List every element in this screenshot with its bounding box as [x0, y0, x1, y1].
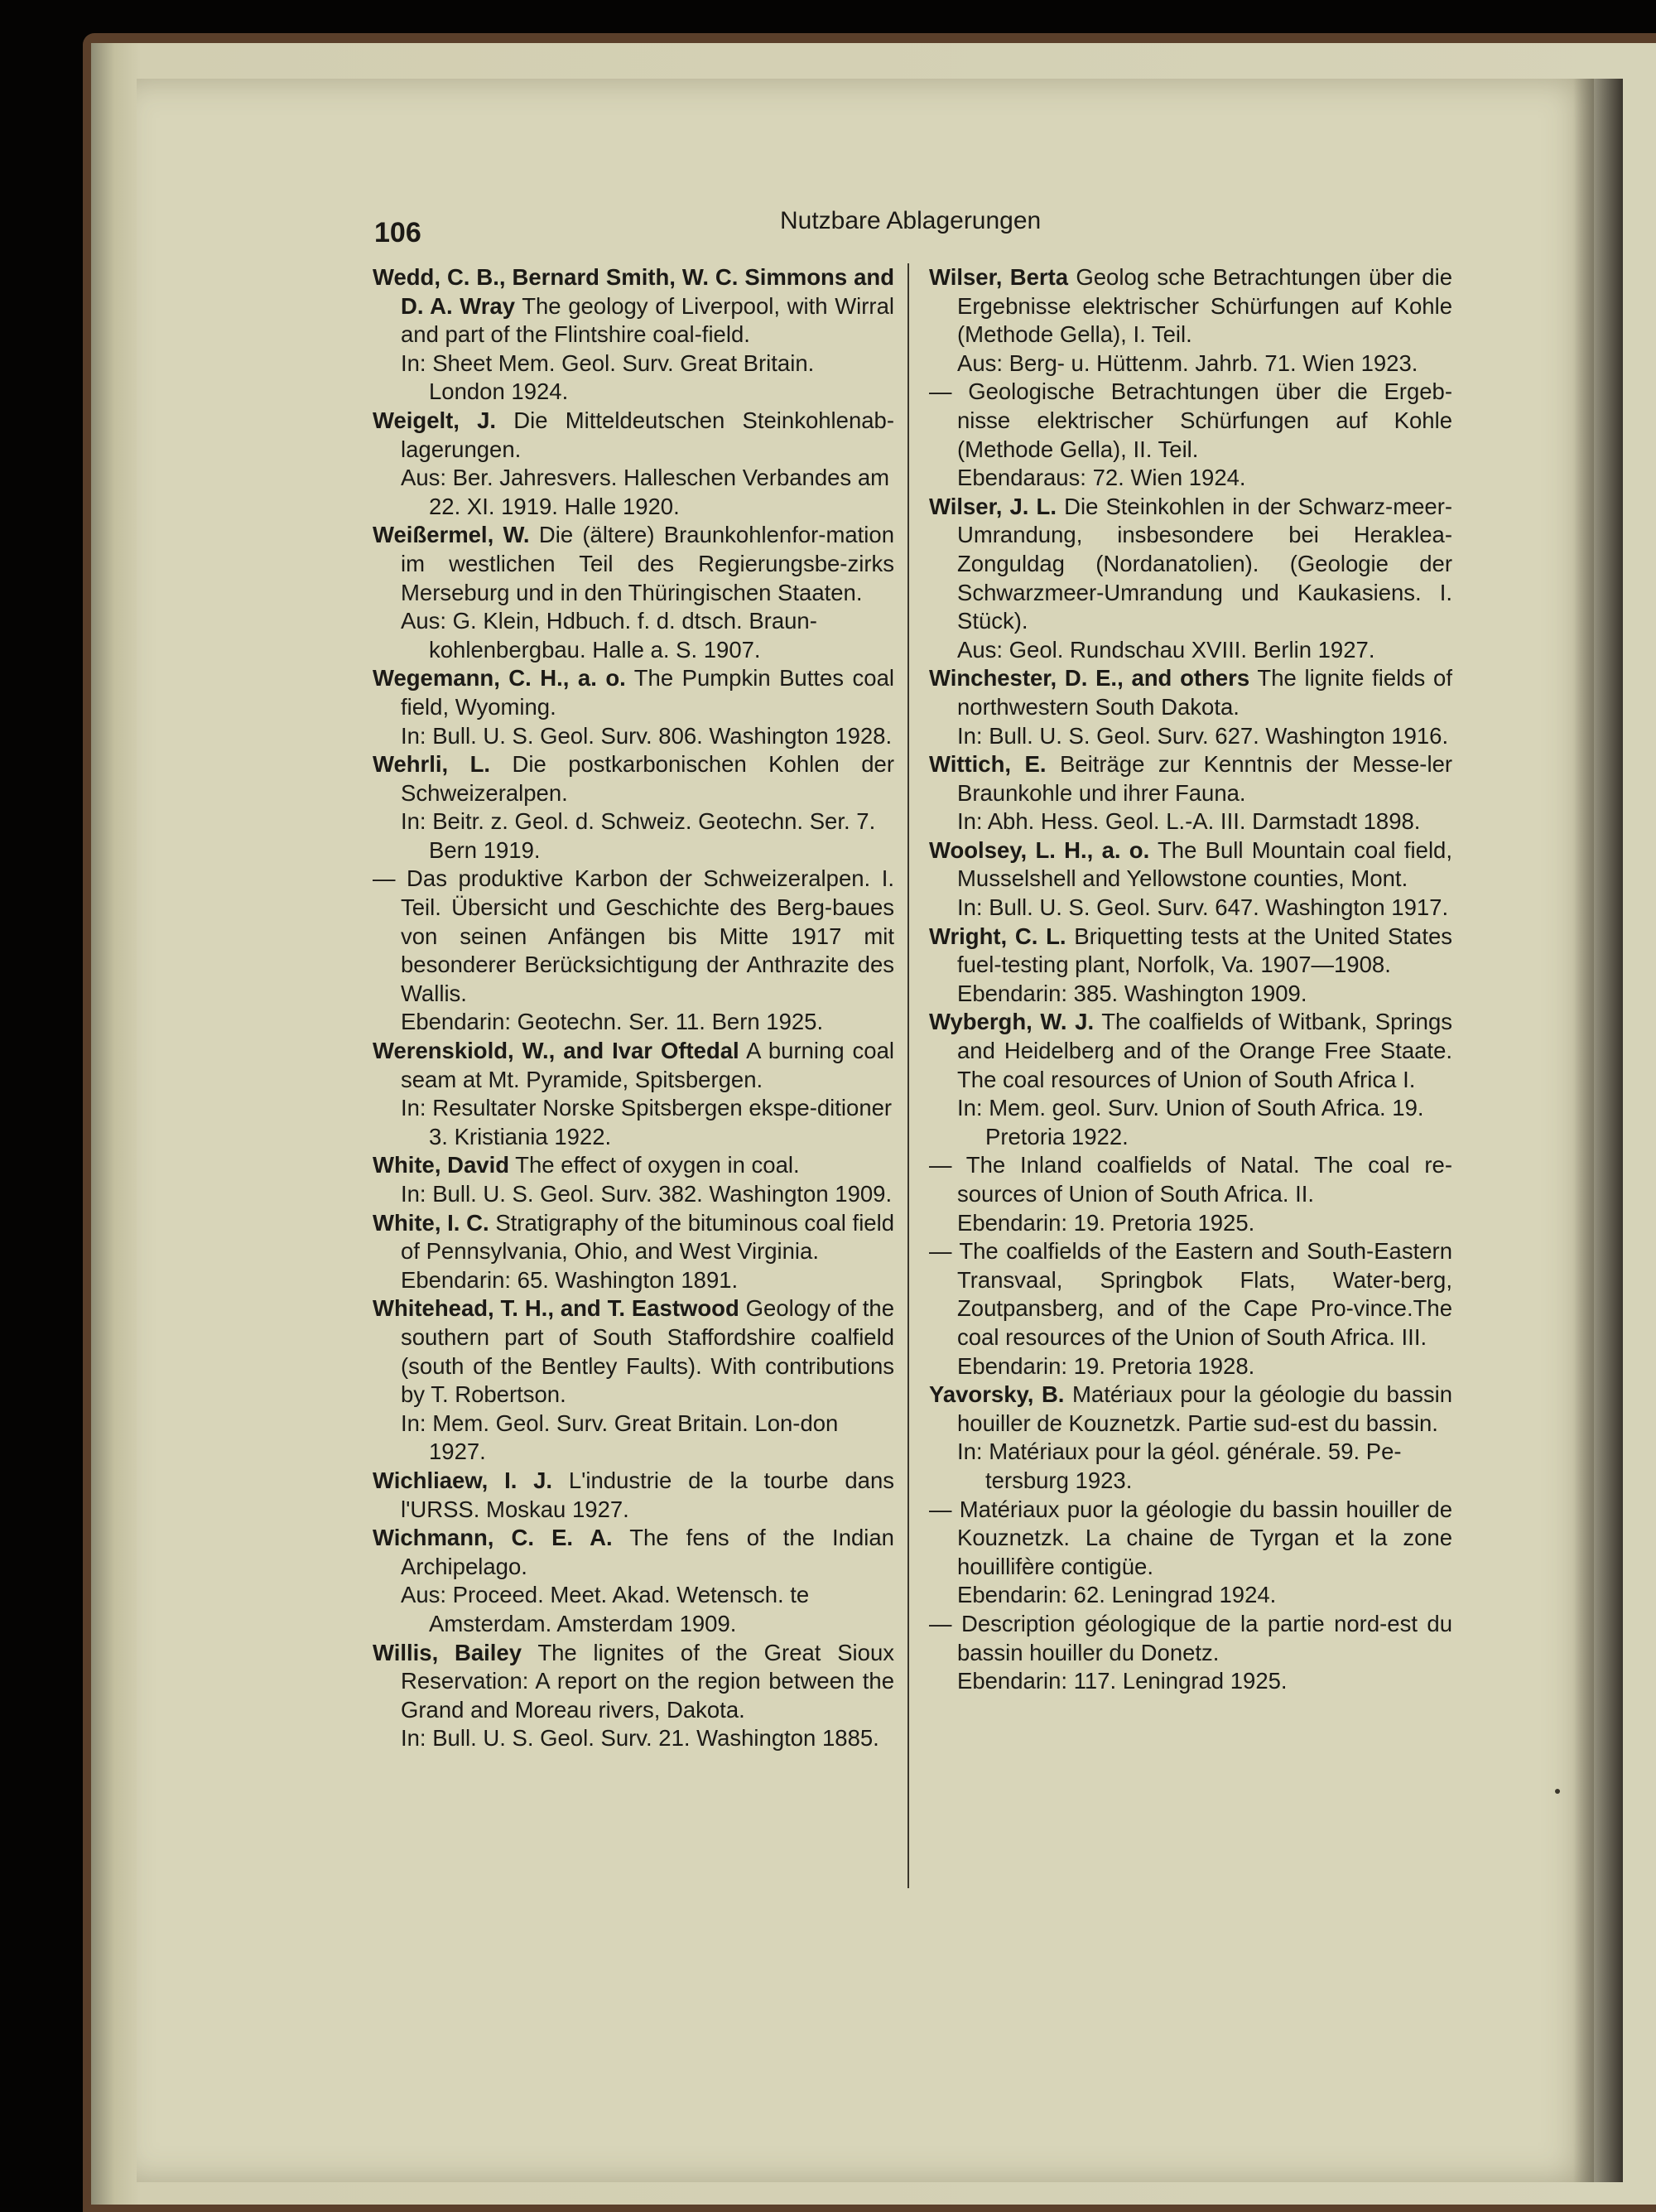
entry-title: Briquetting tests at the United States fuel-testing plant, Norfolk, Va. 1907—1908.	[957, 923, 1452, 978]
entry-author: Wilser, Berta	[929, 264, 1069, 290]
entry-title: The fens of the Indian Archipelago.	[401, 1525, 894, 1579]
bibliography-entry	[373, 1294, 894, 1467]
column-divider	[907, 263, 909, 1888]
entry-source: Aus: Berg- u. Hüttenm. Jahrb. 71. Wien 1923.	[957, 349, 1418, 376]
entry-source: In: Bull. U. S. Geol. Surv. 21. Washington 1885.	[401, 1725, 879, 1752]
right-column	[929, 263, 1452, 1696]
page-number: 106	[374, 217, 421, 248]
entry-source: Aus: Ber. Jahresvers. Halleschen Verbandes am 22. XI. 1919. Halle 1920.	[401, 465, 890, 519]
entry-author: Wegemann, C. H., a. o.	[373, 665, 626, 692]
entry-title: The Inland coalfields of Natal. The coal re-sources of Union of South Africa. II.	[957, 1152, 1452, 1207]
bibliography-entry	[373, 521, 894, 664]
entry-source: Ebendarin: Geotechn. Ser. 11. Bern 1925.	[401, 1009, 824, 1035]
entry-source: In: Bull. U. S. Geol. Surv. 382. Washington 1909.	[401, 1181, 893, 1207]
entry-title: The coalfields of the Eastern and South-Eastern Transvaal, Springbok Flats, Water-berg, Zoutpansberg, and of the Cape Pro-vince.The coal resources of the Union of South Africa. III.	[957, 1238, 1452, 1350]
entry-author-dash: —	[929, 1238, 952, 1265]
bibliography-entry	[373, 750, 894, 865]
bibliography-entry	[373, 1524, 894, 1638]
entry-source: In: Beitr. z. Geol. d. Schweiz. Geotechn. Ser. 7. Bern 1919.	[401, 808, 876, 863]
entry-title: Beiträge zur Kenntnis der Messe-ler Braunkohle und ihrer Fauna.	[957, 751, 1453, 806]
entry-title: Geolog sche Betrachtungen über die Ergebnisse elektrischer Schürfungen auf Kohle (Methode Gella), I. Teil.	[957, 264, 1453, 348]
bibliography-entry	[929, 750, 1452, 836]
entry-source: Ebendarin: 62. Leningrad 1924.	[957, 1582, 1277, 1608]
entry-author: Wybergh, W. J.	[929, 1009, 1095, 1035]
bibliography-entry	[929, 378, 1452, 492]
entry-source: Ebendarin: 19. Pretoria 1928.	[957, 1352, 1255, 1379]
entry-source: Ebendarin: 19. Pretoria 1925.	[957, 1209, 1255, 1236]
entry-title: The lignites of the Great Sioux Reservation: A report on the region between the Grand and Moreau rivers, Dakota.	[401, 1639, 894, 1723]
entry-title: Die postkarbonischen Kohlen der Schweizeralpen.	[401, 751, 894, 806]
entry-source: In: Mem. geol. Surv. Union of South Africa. 19. Pretoria 1922.	[957, 1095, 1424, 1149]
entry-title: Die (ältere) Braunkohlenfor-mation im westlichen Teil des Regierungsbe-zirks Merseburg und in den Thüringischen Staaten.	[401, 522, 894, 605]
entry-title: Description géologique de la partie nord-est du bassin houiller du Donetz.	[957, 1610, 1452, 1665]
entry-title: Die Steinkohlen in der Schwarz-meer-Umrandung, insbesondere bei Heraklea-Zonguldag (Nordanatolien). (Geologie der Schwarzmeer-Umrandung und Kaukasiens. I. Stück).	[957, 493, 1453, 634]
entry-title: The Pumpkin Buttes coal field, Wyoming.	[401, 665, 894, 720]
entry-source: Ebendaraus: 72. Wien 1924.	[957, 465, 1246, 491]
bibliography-entry	[373, 407, 894, 521]
entry-source: Aus: G. Klein, Hdbuch. f. d. dtsch. Braun-kohlenbergbau. Halle a. S. 1907.	[401, 608, 817, 663]
entry-author: Wilser, J. L.	[929, 493, 1057, 519]
ink-speck	[1555, 1789, 1560, 1794]
entry-source: Aus: Geol. Rundschau XVIII. Berlin 1927.	[957, 636, 1375, 663]
entry-author-dash: —	[929, 1496, 952, 1522]
entry-author-dash: —	[929, 378, 952, 405]
bibliography-entry	[373, 1037, 894, 1151]
entry-source: In: Matériaux pour la géol. générale. 59. Pe-tersburg 1923.	[957, 1439, 1402, 1493]
entry-title: Das produktive Karbon der Schweizeralpen. I. Teil. Übersicht und Geschichte des Berg-baues von seinen Anfängen bis Mitte 1917 mit besonderer Berücksichtigung der Anthrazite des Wallis.	[401, 865, 895, 1006]
entry-title: The lignite fields of northwestern South Dakota.	[957, 665, 1452, 720]
entry-source: In: Bull. U. S. Geol. Surv. 806. Washington 1928.	[401, 722, 893, 749]
entry-source: Ebendarin: 117. Leningrad 1925.	[957, 1668, 1288, 1694]
entry-title: L'industrie de la tourbe dans l'URSS. Moskau 1927.	[401, 1467, 894, 1522]
bibliography-entry	[373, 1639, 894, 1753]
entry-author-dash: —	[929, 1152, 952, 1178]
entry-title: Matériaux pour la géologie du bassin houiller de Kouznetzk. Partie sud-est du bassin.	[957, 1381, 1453, 1436]
entry-author: Whitehead, T. H., and T. Eastwood	[373, 1295, 739, 1322]
entry-author: Wright, C. L.	[929, 923, 1066, 949]
entry-author-dash: —	[373, 865, 396, 892]
bibliography-entry	[373, 1467, 894, 1524]
entry-source: In: Bull. U. S. Geol. Surv. 627. Washington 1916.	[957, 722, 1449, 749]
entry-title: The geology of Liverpool, with Wirral and part of the Flintshire coal-field.	[401, 292, 894, 348]
bibliography-entry	[929, 923, 1452, 1009]
bibliography-entry	[373, 664, 894, 750]
entry-source: In: Abh. Hess. Geol. L.-A. III. Darmstadt 1898.	[957, 808, 1421, 835]
left-column	[373, 263, 894, 1753]
bibliography-entry	[373, 263, 894, 407]
bibliography-entry	[929, 493, 1452, 665]
entry-source: Aus: Proceed. Meet. Akad. Wetensch. te Amsterdam. Amsterdam 1909.	[401, 1582, 810, 1636]
entry-source: In: Bull. U. S. Geol. Surv. 647. Washington 1917.	[957, 894, 1449, 921]
bibliography-entry	[373, 865, 894, 1037]
entry-title: Matériaux puor la géologie du bassin houiller de Kouznetzk. La chaine de Tyrgan et la zone houillifère contigüe.	[957, 1496, 1452, 1579]
bibliography-entry	[929, 1381, 1452, 1495]
entry-source: Ebendarin: 385. Washington 1909.	[957, 980, 1307, 1006]
entry-source: In: Resultater Norske Spitsbergen ekspe-ditioner 3. Kristiania 1922.	[401, 1095, 893, 1149]
bibliography-entry	[929, 1008, 1452, 1151]
entry-source: In: Mem. Geol. Surv. Great Britain. Lon-don 1927.	[401, 1410, 839, 1465]
entry-author: Wittich, E.	[929, 751, 1047, 778]
entry-title: The coalfields of Witbank, Springs and Heidelberg and of the Orange Free Staate. The coal resources of Union of South Africa I.	[957, 1009, 1453, 1092]
entry-author: Wichliaew, I. J.	[373, 1467, 553, 1493]
entry-title: Geology of the southern part of South Staffordshire coalfield (south of the Bentley Faults). With contributions by T. Robertson.	[401, 1295, 895, 1408]
entry-author: Weißermel, W.	[373, 522, 530, 548]
bibliography-entry	[373, 1209, 894, 1295]
entry-author: Winchester, D. E., and others	[929, 665, 1250, 692]
entry-author: White, I. C.	[373, 1209, 489, 1236]
entry-title: Die Mitteldeutschen Steinkohlenab-lagerungen.	[401, 407, 894, 462]
bibliography-entry	[929, 263, 1452, 378]
entry-title: The Bull Mountain coal field, Musselshell and Yellowstone counties, Mont.	[957, 836, 1452, 892]
bibliography-entry	[929, 1496, 1452, 1610]
entry-author: Woolsey, L. H., a. o.	[929, 836, 1150, 863]
entry-author: Willis, Bailey	[373, 1639, 522, 1665]
bibliography-entry	[929, 1610, 1452, 1696]
bibliography-entry	[373, 1151, 894, 1208]
entry-author: Wichmann, C. E. A.	[373, 1525, 613, 1551]
entry-title: Geologische Betrachtungen über die Ergeb-nisse elektrischer Schürfungen auf Kohle (Methode Gella), II. Teil.	[957, 378, 1453, 462]
entry-title: A burning coal seam at Mt. Pyramide, Spitsbergen.	[401, 1038, 894, 1092]
bibliography-entry	[929, 1151, 1452, 1237]
entry-title: Stratigraphy of the bituminous coal field of Pennsylvania, Ohio, and West Virginia.	[401, 1209, 894, 1265]
bibliography-entry	[929, 664, 1452, 750]
entry-author: Weigelt, J.	[373, 407, 497, 433]
page-gutter-shadow	[1573, 79, 1623, 2182]
entry-author: Wedd, C. B., Bernard Smith, W. C. Simmons and D. A. Wray	[373, 264, 894, 319]
entry-source: Ebendarin: 65. Washington 1891.	[401, 1266, 739, 1293]
entry-title: The effect of oxygen in coal.	[515, 1152, 800, 1178]
entry-source: In: Sheet Mem. Geol. Surv. Great Britain. London 1924.	[401, 349, 815, 405]
entry-author: White, David	[373, 1152, 510, 1178]
entry-author: Yavorsky, B.	[929, 1381, 1065, 1408]
running-head: Nutzbare Ablagerungen	[780, 207, 1042, 234]
entry-author: Wehrli, L.	[373, 751, 491, 778]
entry-author: Werenskiold, W., and Ivar Oftedal	[373, 1038, 739, 1064]
bibliography-entry	[929, 836, 1452, 923]
entry-author-dash: —	[929, 1610, 952, 1636]
bibliography-entry	[929, 1237, 1452, 1381]
